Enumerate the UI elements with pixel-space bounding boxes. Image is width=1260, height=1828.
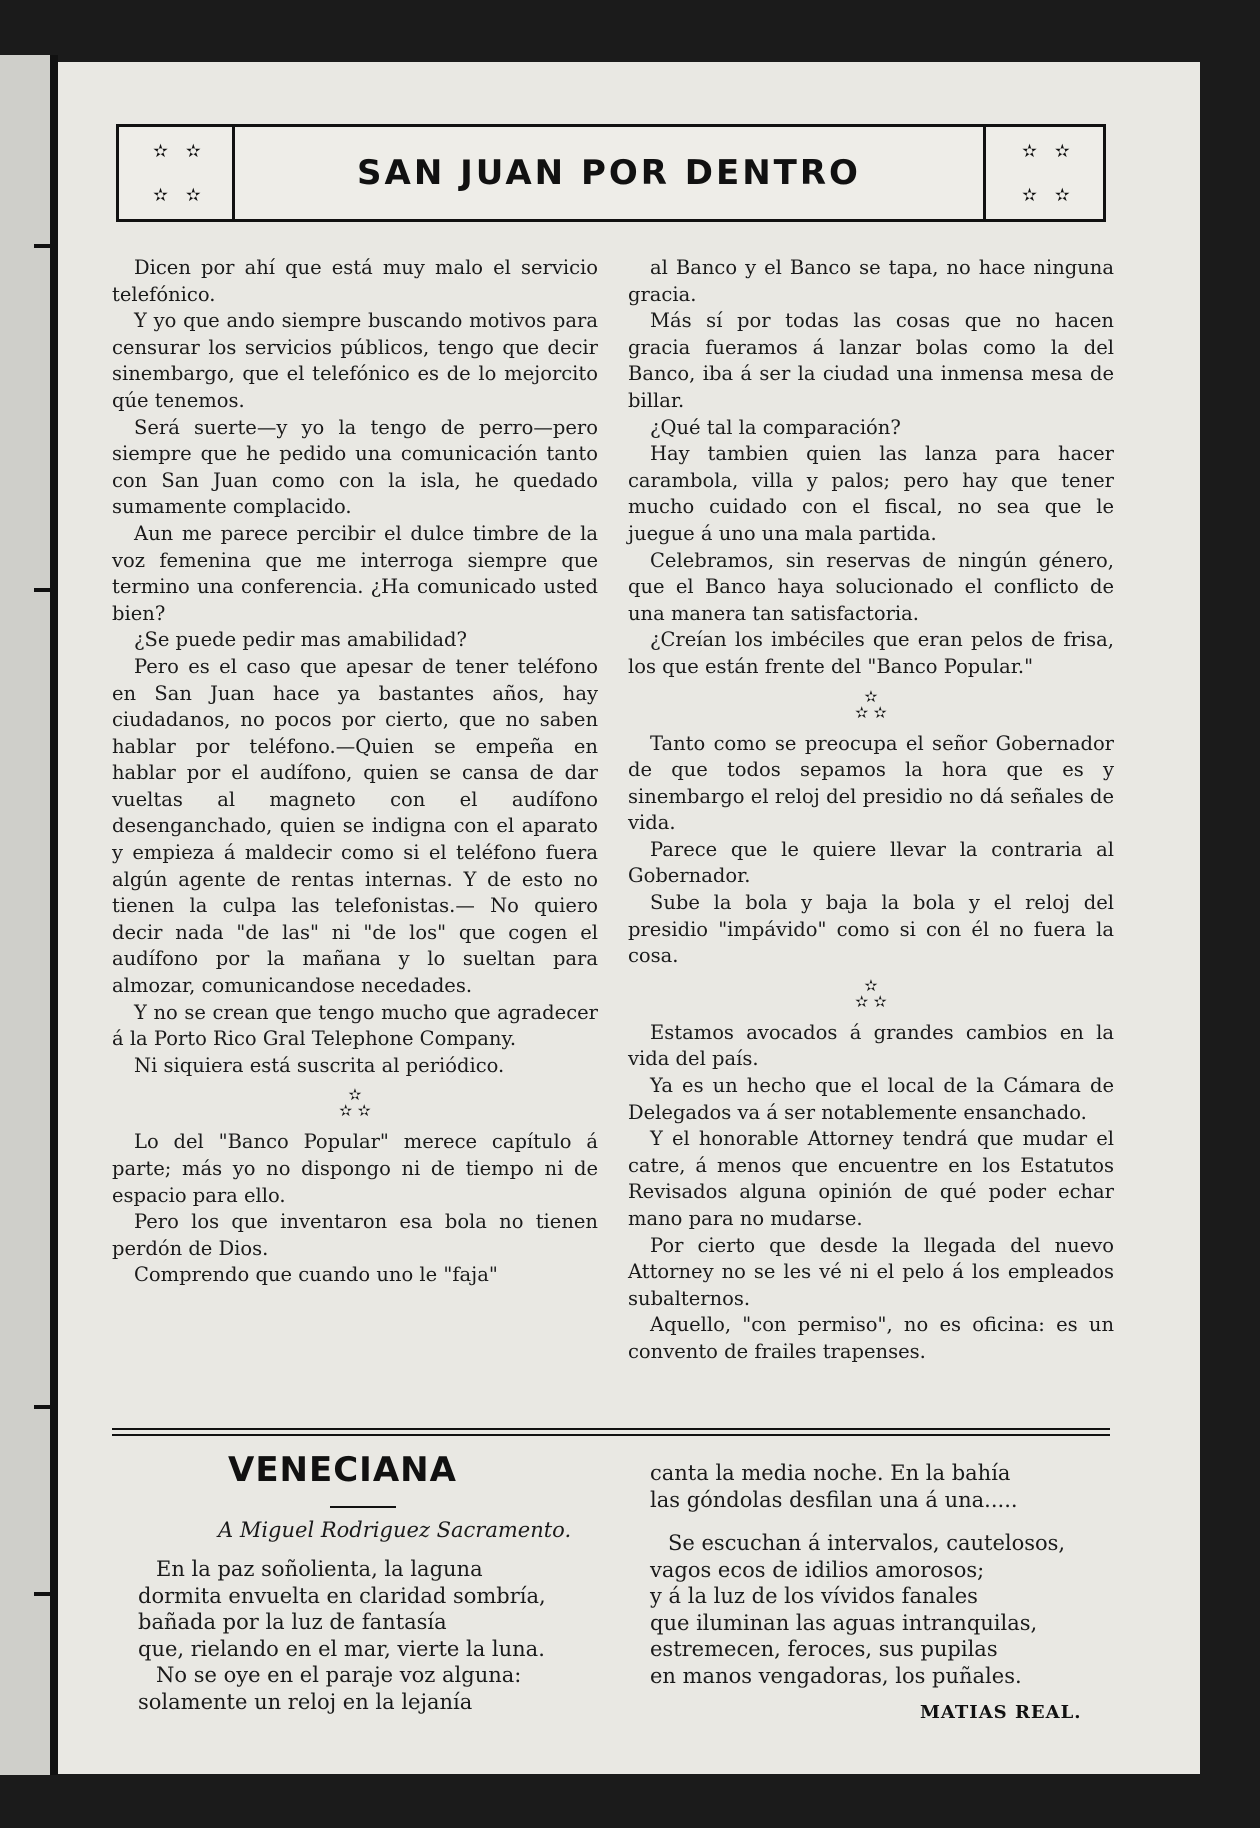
star-separator: ✫ ✫ ✫ [855, 686, 887, 722]
title-underline [330, 1506, 396, 1508]
article-paragraph: Aun me parece percibir el dulce timbre de la voz femenina que me interroga siempre que termino una conferencia. ¿Ha comunicado usted bien? [112, 521, 598, 625]
section-title: SAN JUAN POR DENTRO [357, 153, 861, 193]
section-divider [112, 1428, 1110, 1430]
poem-line: estremecen, feroces, sus pupilas [650, 1637, 998, 1662]
article-paragraph: ¿Qué tal la comparación? [650, 415, 901, 439]
star-separator: ✫ ✫ ✫ [855, 975, 887, 1011]
poem-line: bañada por la luz de fantasía [138, 1610, 447, 1635]
article-paragraph: Lo del "Banco Popular" merece capítulo á parte; más yo no dispongo ni de tiempo ni de espacio para ello. [112, 1130, 598, 1207]
article-paragraph: Celebramos, sin reservas de ningún género, que el Banco haya solucionado el conflicto de una manera tan satisfactoria. [628, 548, 1114, 625]
poem-line: canta la media noche. En la bahía [650, 1461, 1011, 1485]
star-ornament: ✫ ✫ [153, 185, 207, 206]
article-paragraph: Hay tambien quien las lanza para hacer carambola, villa y palos; pero hay que tener mucho cuidado con el fiscal, no sea que le juegue á uno una mala partida. [628, 442, 1114, 545]
poem-signature: MATIAS REAL. [920, 1702, 1082, 1723]
article-paragraph: Pero es el caso que apesar de tener teléfono en San Juan hace ya bastantes años, hay ciudadanos, no pocos por cierto, que no saben hablar por teléfono.—Quien se empeña en hablar por el audífono, quien se cansa de dar vueltas al magneto con el audífono desenganchado, quien se indigna con el aparato y empieza á maldecir como si el teléfono fuera algún agente de rentas internas. Y de esto no tienen la culpa las telefonistas.— No quiero decir nada "de las" ni "de los" que cogen el audífono por la mañana y lo sueltan para almozar, comunicandose necedades. [112, 654, 598, 998]
article-paragraph: Estamos avocados á grandes cambios en la vida del país. [628, 1020, 1114, 1071]
poem-dedication: A Miguel Rodriguez Sacramento. [218, 1518, 572, 1542]
article-paragraph: Más sí por todas las cosas que no hacen gracia fueramos á lanzar bolas como la del Banco, iba á ser la ciudad una inmensa mesa de billar. [628, 309, 1114, 412]
poem-line: en manos vengadoras, los puñales. [650, 1663, 1022, 1688]
poem-line: las góndolas desfilan una á una..... [650, 1487, 1018, 1512]
article-paragraph: Y yo que ando siempre buscando motivos para censurar los servicios públicos, tengo que decir sinembargo, que el telefónico es de lo mejorcito qúe tenemos. [112, 309, 598, 412]
article-paragraph: Será suerte—y yo la tengo de perro—pero siempre que he pedido una comunicación tanto con San Juan como con la isla, he quedado sumamente complacido. [112, 415, 598, 519]
poem-line: En la paz soñolienta, la laguna [156, 1557, 483, 1581]
article-paragraph: ¿Se puede pedir mas amabilidad? [134, 628, 467, 652]
article-paragraph: Ni siquiera está suscrita al periódico. [134, 1053, 505, 1077]
header-stars-left [119, 127, 235, 219]
binding-spine [50, 55, 58, 1775]
section-header [116, 124, 1106, 222]
star-ornament: ✫ ✫ [153, 141, 207, 162]
article-paragraph: Dicen por ahí que está muy malo el servicio telefónico. [112, 256, 598, 306]
star-ornament: ✫ ✫ [1022, 141, 1076, 162]
article-column-left [112, 255, 598, 1289]
article-paragraph: Tanto como se preocupa el señor Gobernador de que todos sepamos la hora que es y sinembargo el reloj del presidio no dá señales de vida. [628, 731, 1114, 835]
poem-stanza-left [138, 1556, 546, 1716]
poem-line: dormita envuelta en claridad sombría, [138, 1583, 546, 1608]
article-paragraph: Ya es un hecho que el local de la Cámara de Delegados va á ser notablemente ensanchado. [628, 1074, 1114, 1124]
poem-line: No se oye en el paraje voz alguna: [156, 1663, 522, 1688]
poem-line: Se escuchan á intervalos, cautelosos, [668, 1531, 1066, 1555]
poem-title: VENECIANA [228, 1450, 457, 1490]
article-paragraph: Parece que le quiere llevar la contraria al Gobernador. [628, 837, 1114, 888]
header-stars-right [983, 127, 1103, 219]
article-paragraph: Por cierto que desde la llegada del nuevo Attorney no se les vé ni el pelo á los empleados subalternos. [628, 1233, 1114, 1310]
article-paragraph: Pero los que inventaron esa bola no tienen perdón de Dios. [112, 1210, 598, 1260]
article-column-right [628, 255, 1114, 1366]
article-paragraph: Aquello, "con permiso", no es oficina: es un convento de frailes trapenses. [628, 1313, 1114, 1363]
star-ornament: ✫ ✫ [1022, 185, 1076, 206]
section-divider [112, 1434, 1110, 1436]
poem-line: y á la luz de los vívidos fanales [650, 1584, 978, 1609]
poem-line: que, rielando en el mar, vierte la luna. [138, 1636, 545, 1661]
poem-stanza-right-1 [650, 1460, 1018, 1513]
star-separator: ✫ ✫ ✫ [339, 1085, 371, 1121]
article-paragraph: Sube la bola y baja la bola y el reloj del presidio "impávido" como si con él no fuera la cosa. [628, 891, 1114, 968]
poem-stanza-right-2 [650, 1530, 1065, 1690]
article-paragraph: Comprendo que cuando uno le "faja" [134, 1263, 498, 1287]
article-paragraph: Y el honorable Attorney tendrá que mudar el catre, á menos que encuentre en los Estatutos Revisados alguna opinión de qué poder echar mano para no mudarse. [628, 1127, 1114, 1230]
article-paragraph: al Banco y el Banco se tapa, no hace ninguna gracia. [628, 256, 1114, 306]
adjacent-page-edge [0, 55, 50, 1775]
article-paragraph: Y no se crean que tengo mucho que agradecer á la Porto Rico Gral Telephone Company. [112, 1000, 598, 1051]
poem-line: solamente un reloj en la lejanía [138, 1689, 473, 1714]
poem-line: vagos ecos de idilios amorosos; [650, 1557, 985, 1582]
article-paragraph: ¿Creían los imbéciles que eran pelos de frisa, los que están frente del "Banco Popular." [628, 628, 1114, 678]
poem-line: que iluminan las aguas intranquilas, [650, 1610, 1038, 1635]
